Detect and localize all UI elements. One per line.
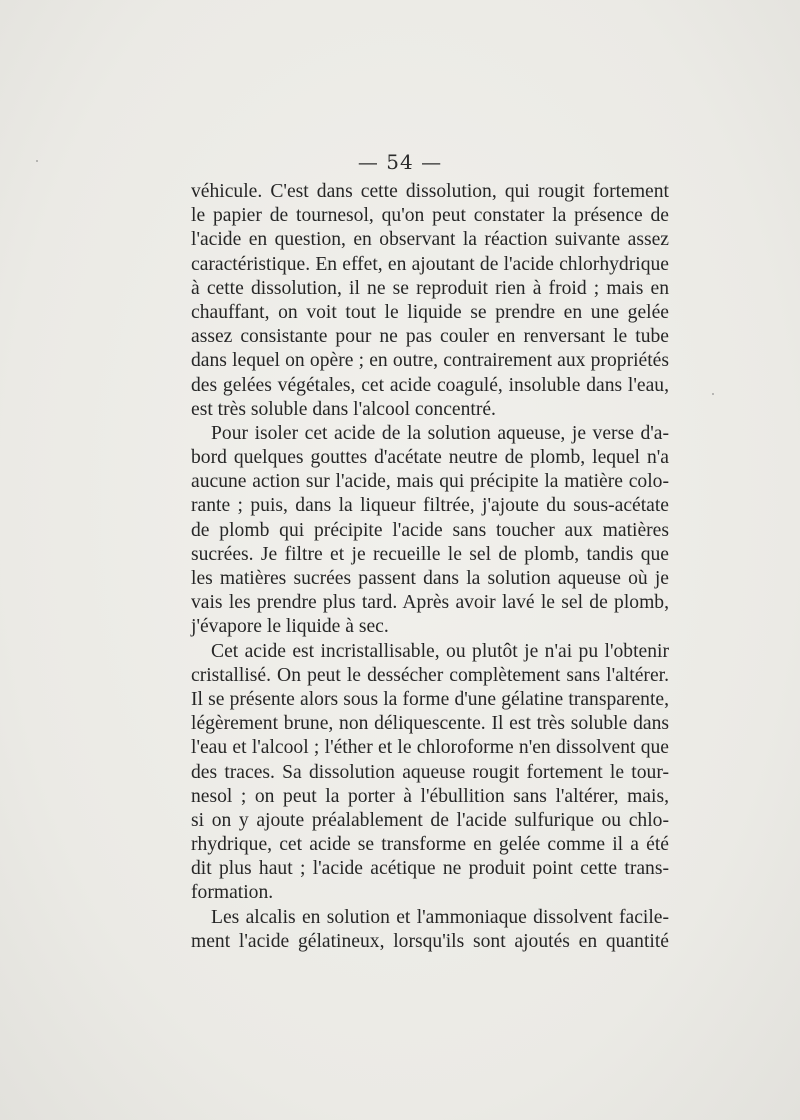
text-line: aucune action sur l'acide, mais qui précipite la matière colo-	[191, 471, 669, 493]
text-line: chauffant, on voit tout le liquide se prendre en une gelée	[191, 301, 669, 323]
paper-speck	[36, 160, 38, 162]
text-line: l'eau et l'alcool ; l'éther et le chloroforme n'en dissolvent que	[191, 737, 669, 759]
text-line: nesol ; on peut la porter à l'ébullition sans l'altérer, mais,	[191, 785, 669, 807]
text-line: vais les prendre plus tard. Après avoir lavé le sel de plomb,	[191, 592, 669, 614]
text-line: dans lequel on opère ; en outre, contrairement aux propriétés	[191, 350, 669, 372]
text-line: rhydrique, cet acide se transforme en gelée comme il a été	[191, 834, 669, 856]
text-line: dit plus haut ; l'acide acétique ne produit point cette trans-	[191, 858, 669, 880]
paragraph	[191, 906, 669, 954]
text-line: sucrées. Je filtre et je recueille le sel de plomb, tandis que	[191, 543, 669, 565]
text-line: rante ; puis, dans la liqueur filtrée, j'ajoute du sous-acétate	[191, 495, 669, 517]
paragraph	[191, 180, 669, 422]
text-line: le papier de tournesol, qu'on peut constater la présence de	[191, 205, 669, 227]
text-line: légèrement brune, non déliquescente. Il est très soluble dans	[191, 713, 669, 735]
text-line: si on y ajoute préalablement de l'acide sulfurique ou chlo-	[191, 809, 669, 831]
text-line: Il se présente alors sous la forme d'une gélatine transparente,	[191, 688, 669, 710]
text-line: ment l'acide gélatineux, lorsqu'ils sont ajoutés en quantité	[191, 930, 669, 952]
body-text	[191, 180, 669, 954]
text-line: bord quelques gouttes d'acétate neutre de plomb, lequel n'a	[191, 447, 669, 469]
text-line: de plomb qui précipite l'acide sans toucher aux matières	[191, 519, 669, 541]
text-line: l'acide en question, en observant la réaction suivante assez	[191, 229, 669, 251]
text-line: les matières sucrées passent dans la solution aqueuse où je	[191, 568, 669, 589]
text-line: Pour isoler cet acide de la solution aqueuse, je verse d'a-	[211, 422, 669, 444]
text-line: est très soluble dans l'alcool concentré.	[191, 398, 496, 420]
text-line: à cette dissolution, il ne se reproduit rien à froid ; mais en	[191, 277, 669, 299]
text-line: Cet acide est incristallisable, ou plutôt je n'ai pu l'obtenir	[211, 640, 669, 662]
paragraph	[191, 640, 669, 906]
text-line: véhicule. C'est dans cette dissolution, qui rougit fortement	[191, 181, 669, 202]
text-line: des gelées végétales, cet acide coagulé, insoluble dans l'eau,	[191, 374, 669, 396]
text-line: caractéristique. En effet, en ajoutant de l'acide chlorhydrique	[191, 253, 669, 275]
paragraph	[191, 422, 669, 640]
text-line: des traces. Sa dissolution aqueuse rougit fortement le tour-	[191, 761, 669, 783]
text-line: Les alcalis en solution et l'ammoniaque dissolvent facile-	[211, 906, 669, 928]
text-line: assez consistante pour ne pas couler en renversant le tube	[191, 326, 669, 348]
page-number: — 54 —	[357, 150, 443, 174]
text-line: cristallisé. On peut le dessécher complètement sans l'altérer.	[191, 664, 669, 686]
text-line: j'évapore le liquide à sec.	[191, 616, 389, 638]
paper-speck	[712, 393, 714, 395]
text-line: formation.	[191, 882, 274, 904]
